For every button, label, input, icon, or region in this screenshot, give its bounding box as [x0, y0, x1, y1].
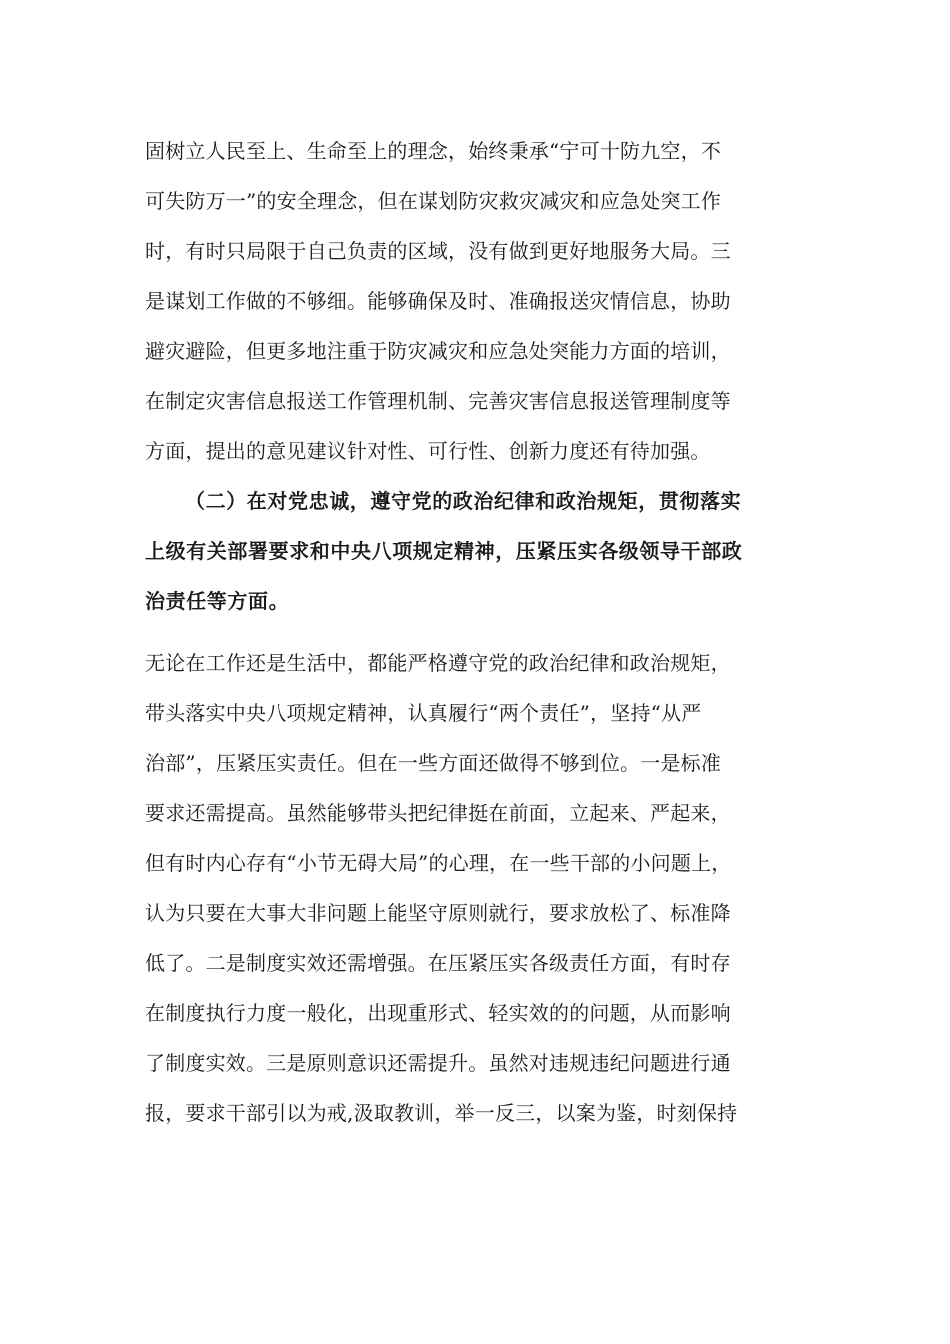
- paragraph-line: 了制度实效。三是原则意识还需提升。虽然对违规违纪问题进行通: [145, 1051, 731, 1075]
- paragraph-line: 低了。二是制度实效还需增强。在压紧压实各级责任方面，有时存: [145, 951, 731, 975]
- paragraph-line: 治部”，压紧压实责任。但在一些方面还做得不够到位。一是标准: [145, 751, 722, 775]
- paragraph-line: 时，有时只局限于自己负责的区域，没有做到更好地服务大局。三: [145, 239, 731, 263]
- paragraph-line: 在制定灾害信息报送工作管理机制、完善灾害信息报送管理制度等: [145, 389, 731, 413]
- paragraph-line: 要求还需提高。虽然能够带头把纪律挺在前面，立起来、严起来，: [145, 801, 731, 825]
- paragraph-line: 认为只要在大事大非问题上能坚守原则就行，要求放松了、标准降: [145, 901, 731, 925]
- paragraph-line: 是谋划工作做的不够细。能够确保及时、准确报送灾情信息，协助: [145, 289, 731, 313]
- paragraph-line: 报，要求干部引以为戒,汲取教训，举一反三，以案为鉴，时刻保持: [145, 1101, 738, 1125]
- paragraph-line: 可失防万一”的安全理念，但在谋划防灾救灾减灾和应急处突工作: [145, 189, 722, 213]
- paragraph-line: 无论在工作还是生活中，都能严格遵守党的政治纪律和政治规矩，: [145, 651, 731, 675]
- paragraph-line: 在制度执行力度一般化，出现重形式、轻实效的的问题，从而影响: [145, 1001, 731, 1025]
- paragraph-line: 带头落实中央八项规定精神，认真履行“两个责任”，坚持“从严: [145, 701, 702, 725]
- paragraph-line: 固树立人民至上、生命至上的理念，始终秉承“宁可十防九空，不: [145, 139, 722, 163]
- paragraph-line: 避灾避险，但更多地注重于防灾减灾和应急处突能力方面的培训，: [145, 339, 731, 363]
- heading-line: 治责任等方面。: [145, 589, 290, 613]
- paragraph-line: 但有时内心存有“小节无碍大局”的心理，在一些干部的小问题上，: [145, 851, 732, 875]
- heading-line: （二）在对党忠诚，遵守党的政治纪律和政治规矩，贯彻落实: [185, 489, 742, 513]
- heading-line: 上级有关部署要求和中央八项规定精神，压紧压实各级领导干部政: [145, 539, 743, 563]
- paragraph-line: 方面，提出的意见建议针对性、可行性、创新力度还有待加强。: [145, 439, 711, 463]
